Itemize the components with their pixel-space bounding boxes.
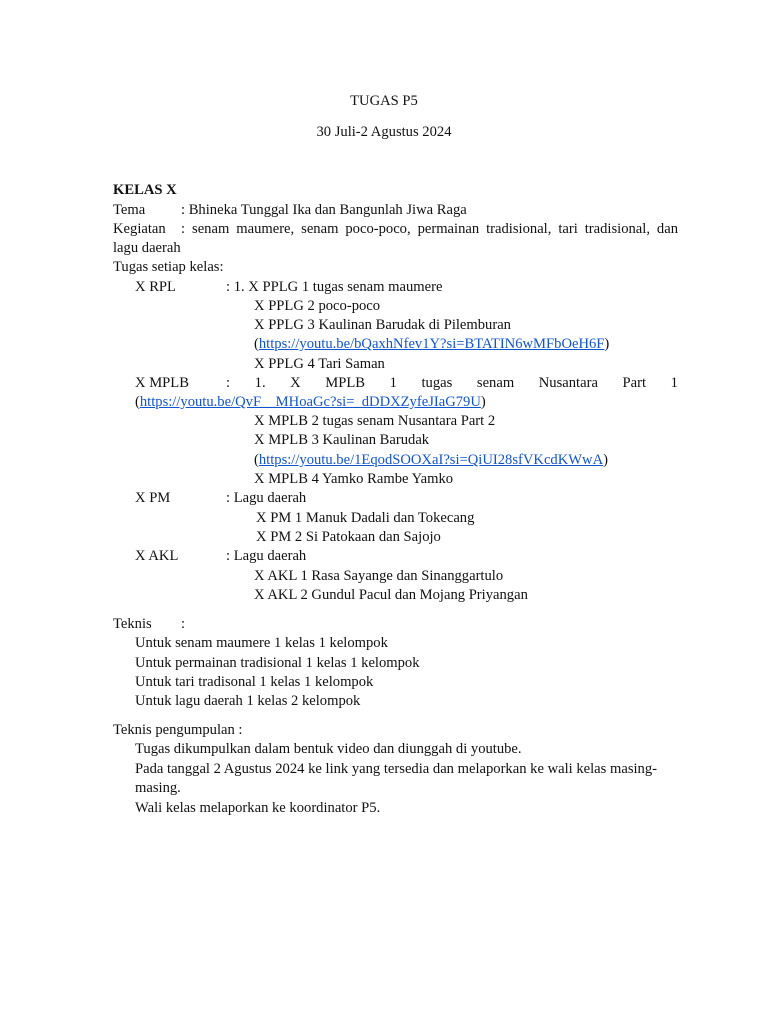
mplb1-video-link[interactable]: https://youtu.be/QvF__MHoaGc?si=_dDDXZyfeJIaG79U <box>139 394 481 410</box>
mplb-item-4: X MPLB 4 Yamko Rambe Yamko <box>254 471 454 487</box>
tugas-label: Tugas setiap kelas: <box>113 259 224 275</box>
teknis-colon: : <box>181 616 186 632</box>
mplb-word: MPLB <box>325 375 366 391</box>
mplb-item-1 <box>226 374 678 393</box>
mplb-word: Nusantara <box>538 375 598 391</box>
mplb-word: tugas <box>421 375 453 391</box>
rpl-item-2: X PPLG 2 poco-poco <box>254 298 381 314</box>
mplb-word: X <box>290 375 301 391</box>
mplb-word: : <box>226 375 231 391</box>
document-title: TUGAS P5 <box>350 93 418 109</box>
kegiatan-continuation: lagu daerah <box>113 240 181 256</box>
tema-value: : Bhineka Tunggal Ika dan Bangunlah Jiwa Raga <box>181 202 467 218</box>
mplb3-video-link[interactable]: https://youtu.be/1EqodSOOXaI?si=QiUI28sfVKcdKWwA <box>258 452 604 468</box>
teknis-item: Untuk senam maumere 1 kelas 1 kelompok <box>135 635 388 651</box>
pm-item-2: X PM 2 Si Patokaan dan Sajojo <box>256 529 441 545</box>
akl-label: X AKL <box>135 548 179 564</box>
teknis-item: Untuk tari tradisonal 1 kelas 1 kelompok <box>135 674 374 690</box>
mplb-word: senam <box>476 375 515 391</box>
mplb-item-3: X MPLB 3 Kaulinan Barudak <box>254 432 430 448</box>
kegiatan-value: : senam maumere, senam poco-poco, permainan tradisional, tari tradisional, dan <box>181 221 678 237</box>
paren-open: ( <box>135 394 140 410</box>
paren-close: ) <box>603 452 609 468</box>
pengumpulan-line-2-continuation: masing. <box>135 780 181 796</box>
rpl-item-3-link-line <box>254 335 609 354</box>
kegiatan-label: Kegiatan <box>113 221 166 237</box>
akl-value: : Lagu daerah <box>226 548 307 564</box>
rpl-item-4: X PPLG 4 Tari Saman <box>254 356 385 372</box>
teknis-item: Untuk permainan tradisional 1 kelas 1 kelompok <box>135 655 420 671</box>
teknis-label: Teknis <box>113 616 152 632</box>
rpl-item-3: X PPLG 3 Kaulinan Barudak di Pilemburan <box>254 317 511 333</box>
pengumpulan-label: Teknis pengumpulan : <box>113 722 243 738</box>
mplb-item-2: X MPLB 2 tugas senam Nusantara Part 2 <box>254 413 496 429</box>
mplb-word: 1. <box>254 375 266 391</box>
teknis-item: Untuk lagu daerah 1 kelas 2 kelompok <box>135 693 361 709</box>
akl-item-2: X AKL 2 Gundul Pacul dan Mojang Priyangan <box>254 587 528 603</box>
pengumpulan-line-1: Tugas dikumpulkan dalam bentuk video dan diunggah di youtube. <box>135 741 522 757</box>
mplb-item-3-link-line <box>254 451 608 470</box>
akl-item-1: X AKL 1 Rasa Sayange dan Sinanggartulo <box>254 568 504 584</box>
mplb-label: X MPLB <box>135 375 189 391</box>
pm-value: : Lagu daerah <box>226 490 307 506</box>
pengumpulan-line-3: Wali kelas melaporkan ke koordinator P5. <box>135 800 381 816</box>
pm-label: X PM <box>135 490 171 506</box>
rpl-label: X RPL <box>135 279 176 295</box>
mplb-word: 1 <box>670 375 678 391</box>
paren-close: ) <box>604 336 610 352</box>
document-date: 30 Juli-2 Agustus 2024 <box>316 124 452 140</box>
pplg3-video-link[interactable]: https://youtu.be/bQaxhNfev1Y?si=BTATIN6wMFbOeH6F <box>258 336 605 352</box>
pm-item-1: X PM 1 Manuk Dadali dan Tokecang <box>256 510 475 526</box>
paren-open: ( <box>254 452 259 468</box>
rpl-item-1: : 1. X PPLG 1 tugas senam maumere <box>226 279 443 295</box>
mplb-word: Part <box>622 375 647 391</box>
tema-label: Tema <box>113 202 146 218</box>
paren-close: ) <box>480 394 486 410</box>
mplb-word: 1 <box>389 375 397 391</box>
kelas-heading: KELAS X <box>113 182 177 198</box>
mplb-item-1-link-line <box>135 393 486 412</box>
paren-open: ( <box>254 336 259 352</box>
pengumpulan-line-2: Pada tanggal 2 Agustus 2024 ke link yang tersedia dan melaporkan ke wali kelas masing- <box>135 761 658 777</box>
